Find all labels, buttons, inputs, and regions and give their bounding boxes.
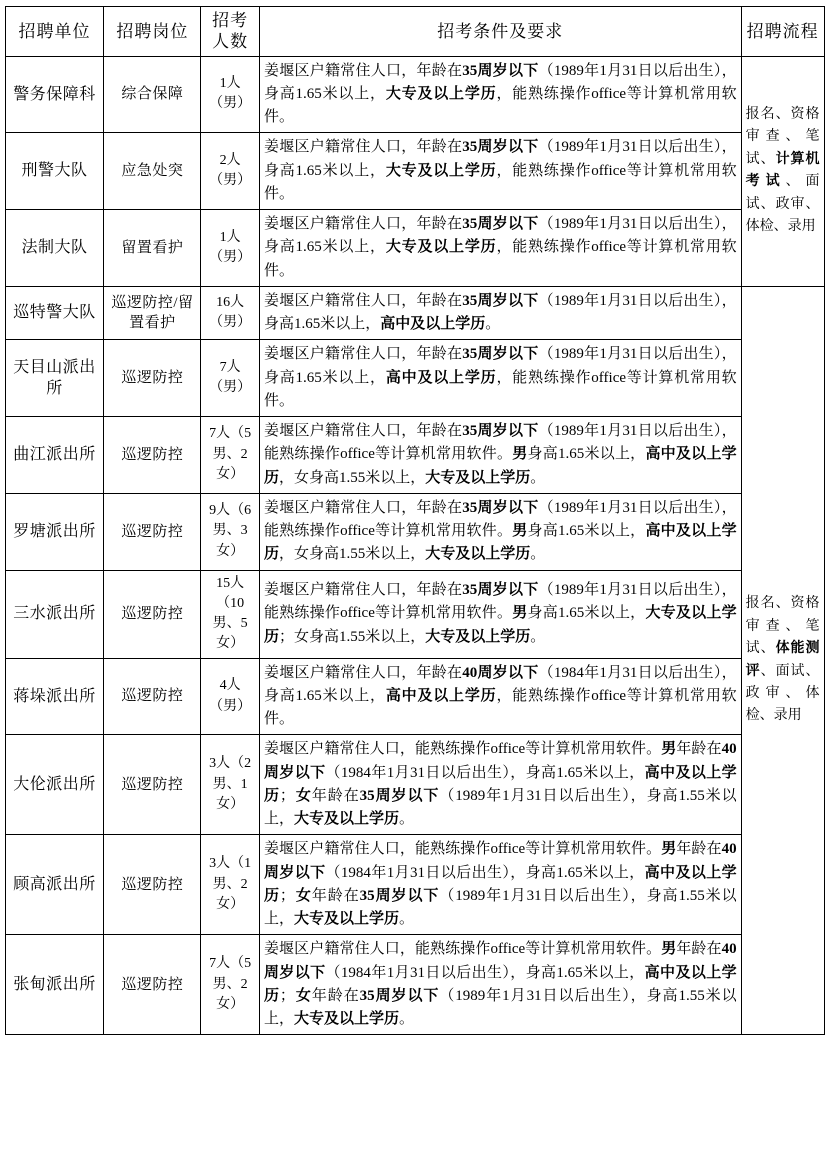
- cell-headcount: 7人（5男、2女）: [201, 935, 260, 1035]
- table-row: [5, 286, 824, 340]
- cell-recruiting-unit: 法制大队: [5, 210, 104, 287]
- table-row: [5, 493, 824, 570]
- cell-conditions: 姜堰区户籍常住人口，年龄在35周岁以下（1989年1月31日以后出生），身高1.65米以上，高中及以上学历，能熟练操作office等计算机常用软件。: [259, 340, 741, 417]
- cell-headcount: 3人（1男、2女）: [201, 835, 260, 935]
- cell-headcount: 4人（男）: [201, 658, 260, 735]
- table-row: [5, 210, 824, 287]
- cell-conditions: 姜堰区户籍常住人口，年龄在40周岁以下（1984年1月31日以后出生），身高1.65米以上，高中及以上学历，能熟练操作office等计算机常用软件。: [259, 658, 741, 735]
- cell-recruiting-unit: 大伦派出所: [5, 735, 104, 835]
- table-row: [5, 658, 824, 735]
- table-row: [5, 835, 824, 935]
- cell-recruiting-unit: 巡特警大队: [5, 286, 104, 340]
- header-number: 招考人数: [201, 7, 260, 57]
- cell-headcount: 7人（男）: [201, 340, 260, 417]
- table-row: [5, 735, 824, 835]
- cell-recruiting-unit: 刑警大队: [5, 133, 104, 210]
- cell-recruiting-post: 巡逻防控: [104, 493, 201, 570]
- recruitment-table: [5, 6, 825, 1035]
- cell-headcount: 9人（6男、3女）: [201, 493, 260, 570]
- cell-headcount: 2人（男）: [201, 133, 260, 210]
- cell-recruiting-unit: 张甸派出所: [5, 935, 104, 1035]
- cell-recruiting-unit: 曲江派出所: [5, 417, 104, 494]
- cell-recruiting-post: 巡逻防控: [104, 835, 201, 935]
- cell-recruitment-process: 报名、资格审查、笔试、体能测评、面试、政审、体检、录用: [741, 286, 824, 1035]
- table-row: [5, 340, 824, 417]
- cell-conditions: 姜堰区户籍常住人口，年龄在35周岁以下（1989年1月31日以后出生），身高1.65米以上，高中及以上学历。: [259, 286, 741, 340]
- cell-conditions: 姜堰区户籍常住人口，能熟练操作office等计算机常用软件。男年龄在40周岁以下（1984年1月31日以后出生），身高1.65米以上，高中及以上学历；女年龄在35周岁以下（1989年1月31日以后出生），身高1.55米以上，大专及以上学历。: [259, 735, 741, 835]
- table-header-row: [5, 7, 824, 57]
- table-row: [5, 935, 824, 1035]
- cell-headcount: 3人（2男、1女）: [201, 735, 260, 835]
- cell-recruiting-post: 巡逻防控: [104, 935, 201, 1035]
- cell-headcount: 1人（男）: [201, 210, 260, 287]
- cell-recruiting-post: 巡逻防控: [104, 417, 201, 494]
- cell-recruiting-post: 巡逻防控: [104, 735, 201, 835]
- cell-recruiting-post: 留置看护: [104, 210, 201, 287]
- cell-headcount: 15人（10男、5女）: [201, 570, 260, 658]
- cell-recruiting-unit: 顾高派出所: [5, 835, 104, 935]
- cell-conditions: 姜堰区户籍常住人口，年龄在35周岁以下（1989年1月31日以后出生），身高1.65米以上，大专及以上学历，能熟练操作office等计算机常用软件。: [259, 210, 741, 287]
- table-row: [5, 417, 824, 494]
- cell-recruiting-post: 巡逻防控: [104, 658, 201, 735]
- cell-recruitment-process: 报名、资格审查、笔试、计算机考试、面试、政审、体检、录用: [741, 56, 824, 286]
- cell-conditions: 姜堰区户籍常住人口，能熟练操作office等计算机常用软件。男年龄在40周岁以下（1984年1月31日以后出生），身高1.65米以上，高中及以上学历；女年龄在35周岁以下（1989年1月31日以后出生），身高1.55米以上，大专及以上学历。: [259, 935, 741, 1035]
- cell-recruiting-post: 应急处突: [104, 133, 201, 210]
- cell-recruiting-post: 巡逻防控: [104, 570, 201, 658]
- cell-recruiting-unit: 罗塘派出所: [5, 493, 104, 570]
- header-process: 招聘流程: [741, 7, 824, 57]
- header-unit: 招聘单位: [5, 7, 104, 57]
- cell-conditions: 姜堰区户籍常住人口，能熟练操作office等计算机常用软件。男年龄在40周岁以下（1984年1月31日以后出生），身高1.65米以上，高中及以上学历；女年龄在35周岁以下（1989年1月31日以后出生），身高1.55米以上，大专及以上学历。: [259, 835, 741, 935]
- cell-recruiting-post: 综合保障: [104, 56, 201, 133]
- cell-recruiting-unit: 警务保障科: [5, 56, 104, 133]
- header-conditions: 招考条件及要求: [259, 7, 741, 57]
- table-body: [5, 56, 824, 1035]
- cell-conditions: 姜堰区户籍常住人口，年龄在35周岁以下（1989年1月31日以后出生），身高1.65米以上，大专及以上学历，能熟练操作office等计算机常用软件。: [259, 56, 741, 133]
- cell-conditions: 姜堰区户籍常住人口，年龄在35周岁以下（1989年1月31日以后出生），能熟练操作office等计算机常用软件。男身高1.65米以上，高中及以上学历，女身高1.55米以上，大专及以上学历。: [259, 417, 741, 494]
- cell-conditions: 姜堰区户籍常住人口，年龄在35周岁以下（1989年1月31日以后出生），能熟练操作office等计算机常用软件。男身高1.65米以上，高中及以上学历，女身高1.55米以上，大专及以上学历。: [259, 493, 741, 570]
- cell-conditions: 姜堰区户籍常住人口，年龄在35周岁以下（1989年1月31日以后出生），身高1.65米以上，大专及以上学历，能熟练操作office等计算机常用软件。: [259, 133, 741, 210]
- cell-recruiting-unit: 天目山派出所: [5, 340, 104, 417]
- cell-conditions: 姜堰区户籍常住人口，年龄在35周岁以下（1989年1月31日以后出生），能熟练操作office等计算机常用软件。男身高1.65米以上，大专及以上学历；女身高1.55米以上，大专及以上学历。: [259, 570, 741, 658]
- cell-headcount: 7人（5男、2女）: [201, 417, 260, 494]
- table-row: [5, 56, 824, 133]
- cell-recruiting-post: 巡逻防控: [104, 340, 201, 417]
- header-post: 招聘岗位: [104, 7, 201, 57]
- cell-recruiting-unit: 三水派出所: [5, 570, 104, 658]
- cell-recruiting-unit: 蒋垛派出所: [5, 658, 104, 735]
- cell-headcount: 16人（男）: [201, 286, 260, 340]
- table-row: [5, 570, 824, 658]
- table-row: [5, 133, 824, 210]
- cell-recruiting-post: 巡逻防控/留置看护: [104, 286, 201, 340]
- cell-headcount: 1人（男）: [201, 56, 260, 133]
- table-header: [5, 7, 824, 57]
